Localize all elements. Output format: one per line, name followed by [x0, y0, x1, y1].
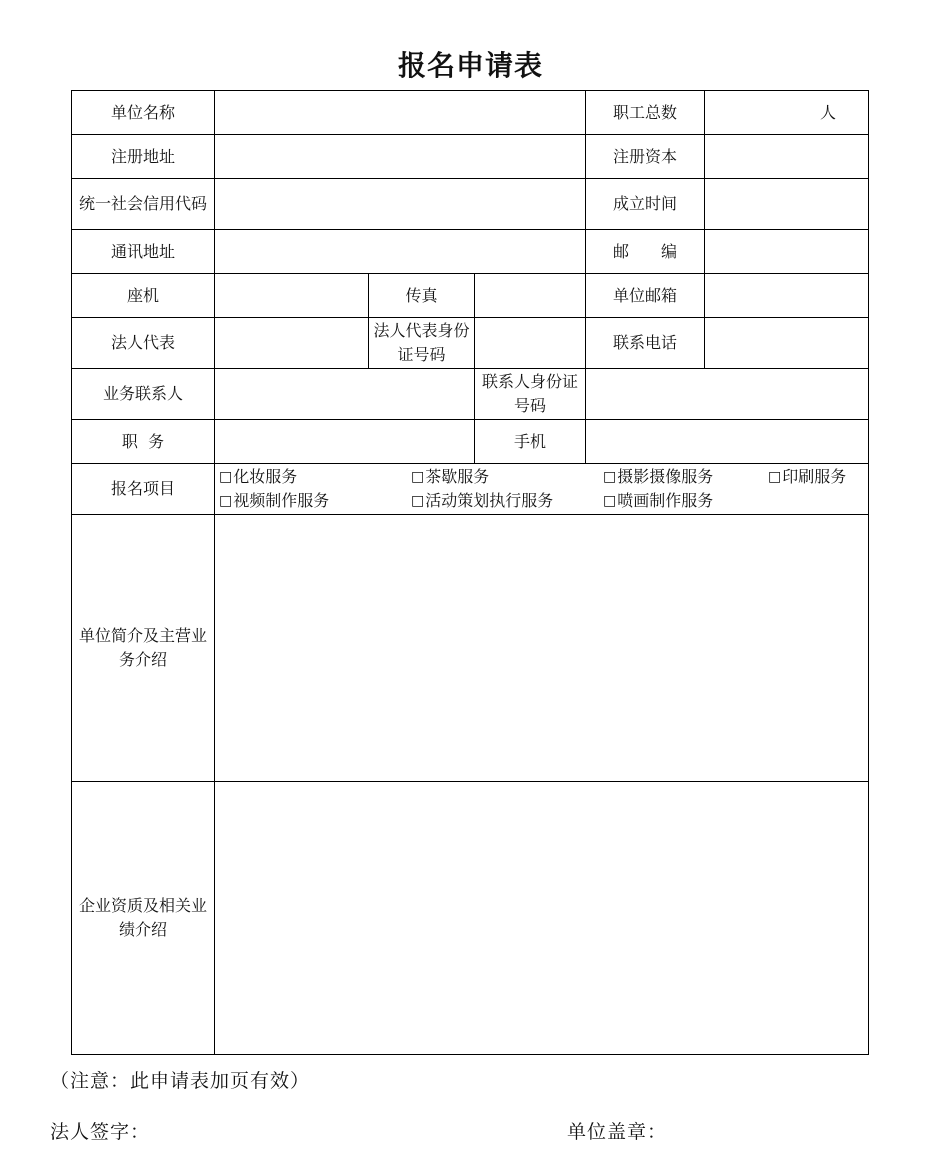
row-business-contact: [72, 369, 869, 420]
checkbox-icon: □: [768, 469, 782, 485]
checkbox-label: 化妆服务: [233, 467, 298, 486]
label-landline: 座机: [72, 274, 215, 318]
label-position-text: 职 务: [121, 431, 165, 451]
row-intro: [72, 515, 869, 782]
service-checkbox-group: [215, 464, 869, 515]
field-contact-phone[interactable]: [705, 318, 869, 369]
postcode-char-2: 编: [661, 241, 678, 261]
checkbox-event-planning-service[interactable]: [411, 489, 603, 513]
field-credit-code[interactable]: [215, 179, 586, 230]
label-contact-phone: 联系电话: [586, 318, 705, 369]
label-business-contact: 业务联系人: [72, 369, 215, 420]
checkbox-label: 茶歇服务: [425, 467, 490, 486]
field-mail-address[interactable]: [215, 230, 586, 274]
label-reg-address: 注册地址: [72, 135, 215, 179]
checkbox-printing-service[interactable]: [768, 465, 858, 489]
checkbox-tea-break-service[interactable]: [411, 465, 603, 489]
field-postcode[interactable]: [705, 230, 869, 274]
form-note: （注意：此申请表加页有效）: [50, 1070, 311, 1092]
row-unit-name: [72, 91, 869, 135]
field-position[interactable]: [215, 420, 475, 464]
label-fax: 传真: [369, 274, 475, 318]
field-landline[interactable]: [215, 274, 369, 318]
checkbox-icon: □: [603, 469, 617, 485]
label-unit-name: 单位名称: [72, 91, 215, 135]
row-legal-rep: [72, 318, 869, 369]
checkbox-icon: □: [219, 469, 233, 485]
row-signup-items: [72, 464, 869, 515]
label-contact-id: 联系人身份证号码: [475, 369, 586, 420]
field-mobile[interactable]: [586, 420, 869, 464]
form-title: 报名申请表: [397, 49, 543, 82]
checkbox-icon: □: [411, 493, 425, 509]
label-established: 成立时间: [586, 179, 705, 230]
checkbox-icon: □: [603, 493, 617, 509]
checkbox-video-production-service[interactable]: [219, 489, 411, 513]
label-mobile: 手机: [475, 420, 586, 464]
label-credit-code: 统一社会信用代码: [72, 179, 215, 230]
checkbox-label: 视频制作服务: [233, 491, 330, 510]
label-reg-capital: 注册资本: [586, 135, 705, 179]
checkbox-icon: □: [219, 493, 233, 509]
row-reg-address: [72, 135, 869, 179]
field-reg-address[interactable]: [215, 135, 586, 179]
field-business-contact[interactable]: [215, 369, 475, 420]
label-mail-address: 通讯地址: [72, 230, 215, 274]
postcode-char-1: 邮: [613, 241, 630, 261]
label-postcode: [586, 230, 705, 274]
checkbox-label: 印刷服务: [782, 467, 847, 486]
field-legal-rep-id[interactable]: [475, 318, 586, 369]
application-form-table: [71, 90, 869, 1055]
staff-unit-text: 人: [820, 102, 837, 122]
field-contact-id[interactable]: [586, 369, 869, 420]
field-unit-email[interactable]: [705, 274, 869, 318]
label-legal-rep: 法人代表: [72, 318, 215, 369]
row-position: [72, 420, 869, 464]
label-intro: 单位简介及主营业务介绍: [72, 515, 215, 782]
row-credit-code: [72, 179, 869, 230]
checkbox-icon: □: [411, 469, 425, 485]
field-established[interactable]: [705, 179, 869, 230]
label-position: [72, 420, 215, 464]
service-row-2: [219, 489, 864, 513]
field-unit-name[interactable]: [215, 91, 586, 135]
checkbox-spray-painting-service[interactable]: [603, 489, 768, 513]
label-legal-rep-id: 法人代表身份证号码: [369, 318, 475, 369]
checkbox-makeup-service[interactable]: [219, 465, 411, 489]
label-unit-email: 单位邮箱: [586, 274, 705, 318]
field-total-staff[interactable]: [705, 91, 869, 135]
service-row-1: [219, 465, 864, 489]
label-total-staff: 职工总数: [586, 91, 705, 135]
checkbox-label: 喷画制作服务: [617, 491, 714, 510]
label-qualification: 企业资质及相关业绩介绍: [72, 782, 215, 1055]
field-qualification[interactable]: [215, 782, 869, 1055]
field-intro[interactable]: [215, 515, 869, 782]
field-reg-capital[interactable]: [705, 135, 869, 179]
label-signup-items: 报名项目: [72, 464, 215, 515]
field-fax[interactable]: [475, 274, 586, 318]
signature-label: 法人签字：: [50, 1121, 151, 1143]
checkbox-photo-video-service[interactable]: [603, 465, 768, 489]
field-legal-rep[interactable]: [215, 318, 369, 369]
row-mail-address: [72, 230, 869, 274]
checkbox-label: 活动策划执行服务: [425, 491, 554, 510]
checkbox-label: 摄影摄像服务: [617, 467, 714, 486]
seal-label: 单位盖章：: [567, 1121, 668, 1143]
row-qualification: [72, 782, 869, 1055]
row-landline: [72, 274, 869, 318]
